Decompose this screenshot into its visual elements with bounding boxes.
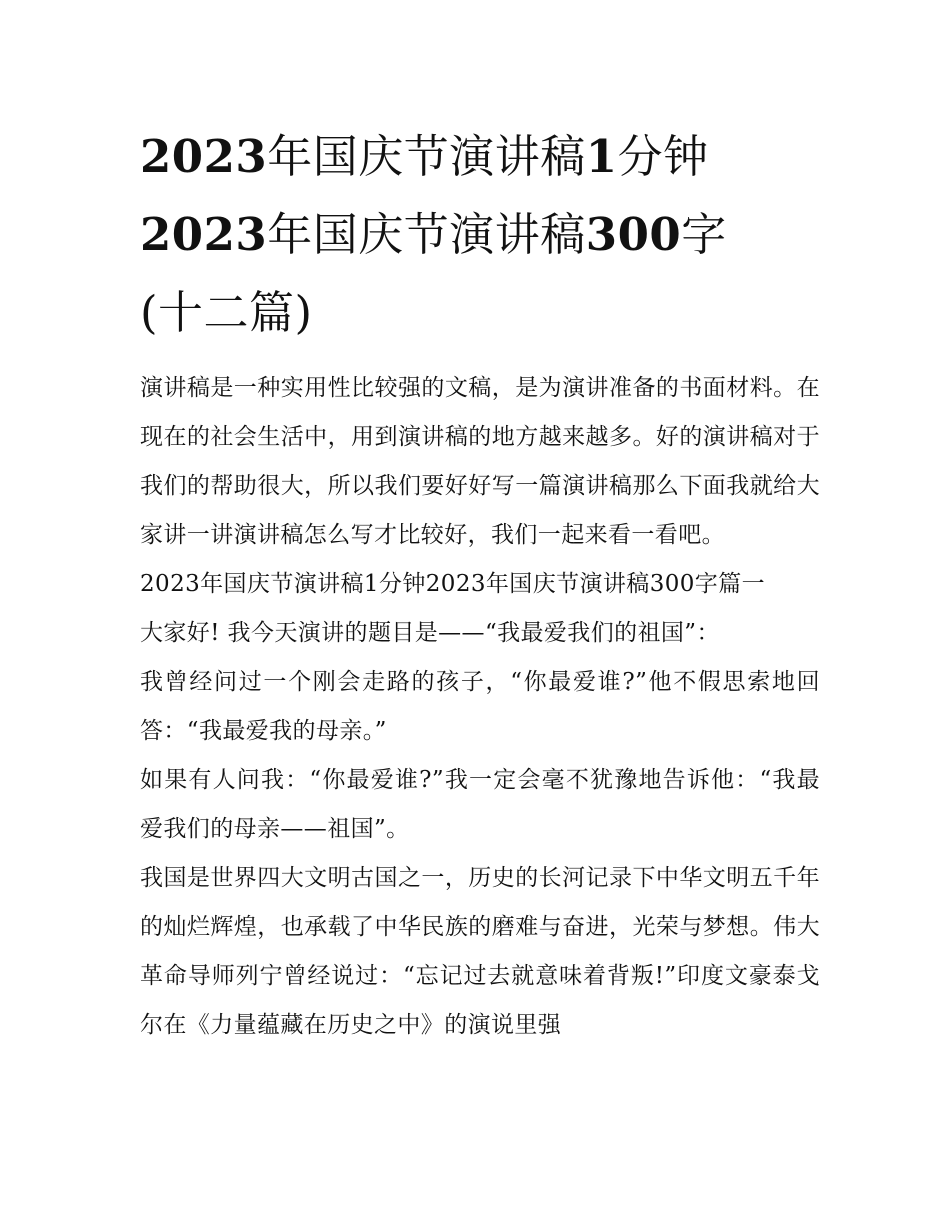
title-line-2 [140, 196, 820, 274]
body-paragraph: 如果有人问我：“你最爱谁?”我一定会毫不犹豫地告诉他：“我最爱我们的母亲——祖国”。 [140, 767, 820, 842]
document-title [140, 118, 820, 352]
title-unit: 字 [681, 208, 727, 261]
title-line-1 [140, 118, 820, 196]
body-paragraph: 大家好! 我今天演讲的题目是——“我最爱我们的祖国”： [140, 620, 720, 646]
title-text: 年国庆节演讲稿 [267, 208, 586, 261]
title-number: 1 [585, 130, 618, 183]
document-body [140, 118, 820, 1050]
title-year: 2023 [140, 130, 268, 183]
title-year: 2023 [140, 208, 268, 261]
title-text: 年国庆节演讲稿 [267, 130, 586, 183]
section-heading: 2023年国庆节演讲稿1分钟2023年国庆节演讲稿300字篇一 [140, 571, 765, 597]
title-unit: 分钟 [617, 130, 709, 183]
title-number: 300 [585, 208, 682, 261]
body-paragraph: 我国是世界四大文明古国之一，历史的长河记录下中华文明五千年的灿烂辉煌，也承载了中华民族的磨难与奋进，光荣与梦想。伟大革命导师列宁曾经说过：“忘记过去就意味着背叛!”印度文豪泰戈尔在《力量蕴藏在历史之中》的演说里强 [140, 865, 820, 1038]
title-count: (十二篇) [140, 286, 313, 339]
title-line-3 [140, 274, 820, 352]
intro-paragraph: 演讲稿是一种实用性比较强的文稿，是为演讲准备的书面材料。在现在的社会生活中，用到演讲稿的地方越来越多。好的演讲稿对于我们的帮助很大，所以我们要好好写一篇演讲稿那么下面我就给大家讲一讲演讲稿怎么写才比较好，我们一起来看一看吧。 [140, 375, 820, 548]
body-paragraph: 我曾经问过一个刚会走路的孩子，“你最爱谁?”他不假思索地回答：“我最爱我的母亲。” [140, 669, 820, 744]
